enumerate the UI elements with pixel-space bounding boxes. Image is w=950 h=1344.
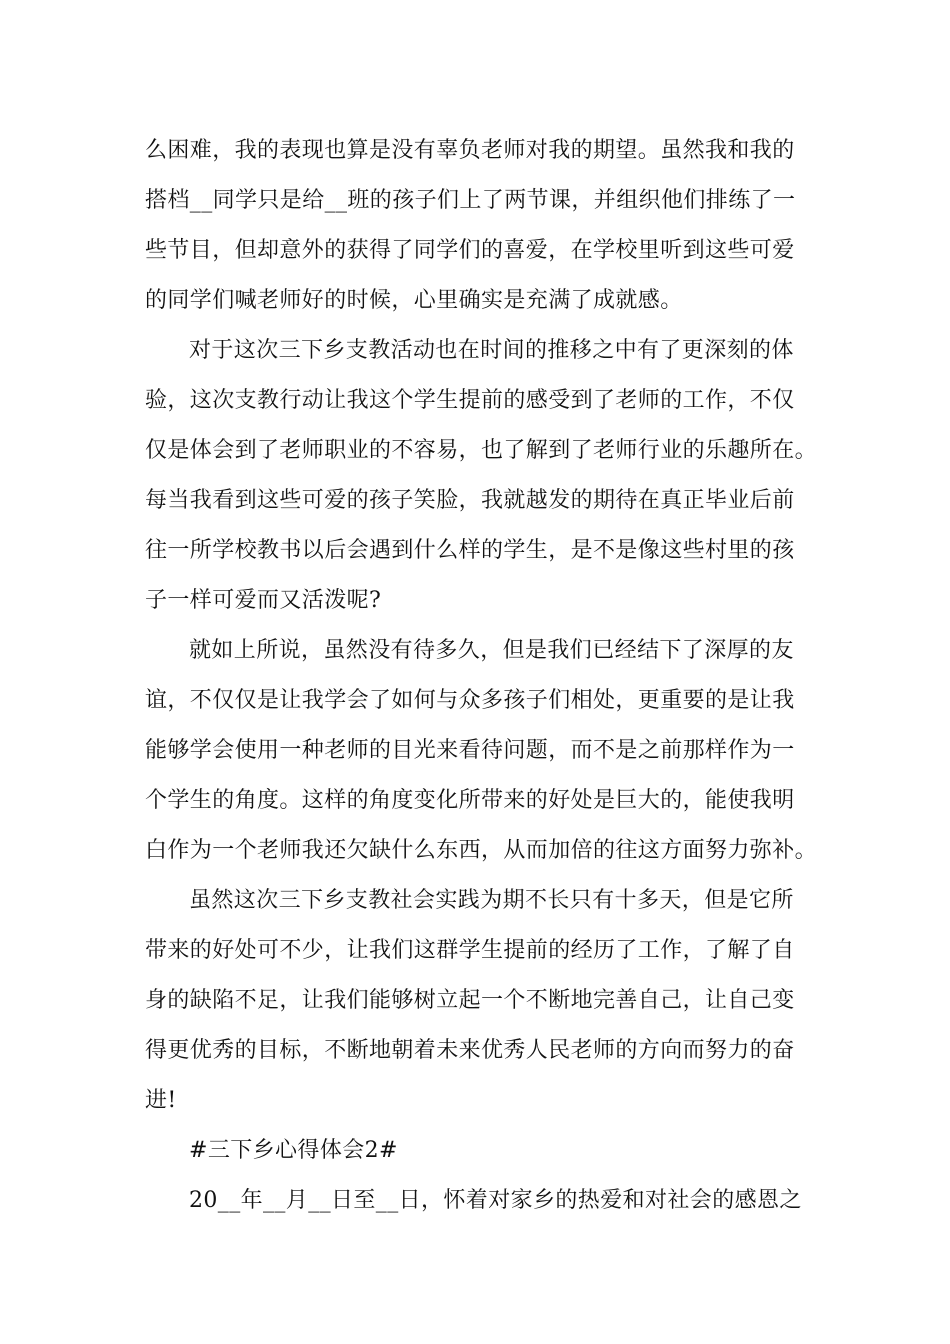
text-line: 仅是体会到了老师职业的不容易，也了解到了老师行业的乐趣所在。 <box>145 438 818 463</box>
text-line: 谊，不仅仅是让我学会了如何与众多孩子们相处，更重要的是让我 <box>145 688 795 713</box>
text-line: 白作为一个老师我还欠缺什么东西，从而加倍的往这方面努力弥补。 <box>145 838 818 863</box>
text-line: 搭档__同学只是给__班的孩子们上了两节课，并组织他们排练了一 <box>145 188 796 213</box>
text-line: 能够学会使用一种老师的目光来看待问题，而不是之前那样作为一 <box>145 738 795 763</box>
text-line: 么困难，我的表现也算是没有辜负老师对我的期望。虽然我和我的 <box>145 138 795 163</box>
paragraph-first-line: 虽然这次三下乡支教社会实践为期不长只有十多天，但是它所 <box>189 888 794 913</box>
text-line: 子一样可爱而又活泼呢? <box>145 588 382 613</box>
text-line: 验，这次支教行动让我这个学生提前的感受到了老师的工作，不仅 <box>145 388 795 413</box>
paragraph-first-line: 就如上所说，虽然没有待多久，但是我们已经结下了深厚的友 <box>189 638 794 663</box>
text-line: 每当我看到这些可爱的孩子笑脸，我就越发的期待在真正毕业后前 <box>145 488 795 513</box>
section-heading: #三下乡心得体会2# <box>189 1138 398 1163</box>
text-line: 带来的好处可不少，让我们这群学生提前的经历了工作，了解了自 <box>145 938 795 963</box>
paragraph-first-line: 对于这次三下乡支教活动也在时间的推移之中有了更深刻的体 <box>189 338 794 363</box>
text-line: 往一所学校教书以后会遇到什么样的学生，是不是像这些村里的孩 <box>145 538 795 563</box>
text-line: 进! <box>145 1088 177 1113</box>
paragraph-first-line: 20__年__月__日至__日，怀着对家乡的热爱和对社会的感恩之 <box>189 1188 802 1213</box>
text-line: 得更优秀的目标，不断地朝着未来优秀人民老师的方向而努力的奋 <box>145 1038 795 1063</box>
text-line: 些节目，但却意外的获得了同学们的喜爱，在学校里听到这些可爱 <box>145 238 795 263</box>
text-line: 个学生的角度。这样的角度变化所带来的好处是巨大的，能使我明 <box>145 788 795 813</box>
text-line: 的同学们喊老师好的时候，心里确实是充满了成就感。 <box>145 288 683 313</box>
text-line: 身的缺陷不足，让我们能够树立起一个不断地完善自己，让自己变 <box>145 988 795 1013</box>
